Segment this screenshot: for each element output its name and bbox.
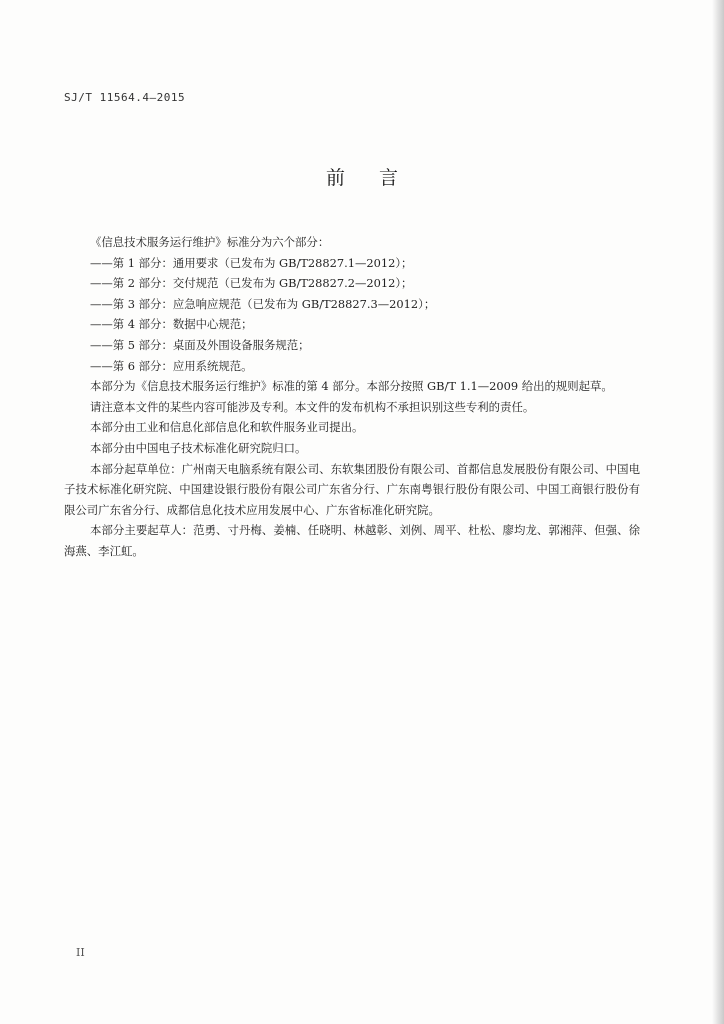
- paragraph-administrator: 本部分由中国电子技术标准化研究院归口。: [90, 440, 307, 455]
- foreword-body: [64, 232, 640, 562]
- page-edge-shadow: [712, 0, 724, 1024]
- part-item-3: ——第 3 部分：应急响应规范（已发布为 GB/T28827.3—2012）；: [90, 296, 436, 311]
- paragraph-patent: 请注意本文件的某些内容可能涉及专利。本文件的发布机构不承担识别这些专利的责任。: [90, 399, 535, 414]
- part-item-6: ——第 6 部分：应用系统规范。: [90, 358, 253, 373]
- page-number: II: [76, 946, 85, 959]
- part-item-5: ——第 5 部分：桌面及外围设备服务规范；: [90, 337, 310, 352]
- page-title: 前言: [325, 167, 432, 189]
- paragraph-drafters: 本部分主要起草人：范勇、寸丹梅、姜楠、任晓明、林越彰、刘例、周平、杜松、廖均龙、郭湘萍、但强、徐海燕、李江虹。: [64, 523, 640, 558]
- intro-line: 《信息技术服务运行维护》标准分为六个部分：: [90, 235, 330, 249]
- part-item-2: ——第 2 部分：交付规范（已发布为 GB/T28827.2—2012）；: [90, 276, 413, 291]
- document-id: SJ/T 11564.4—2015: [64, 91, 186, 104]
- part-item-1: ——第 1 部分：通用要求（已发布为 GB/T28827.1—2012）；: [90, 255, 413, 270]
- paragraph-scope: 本部分为《信息技术服务运行维护》标准的第 4 部分。本部分按照 GB/T 1.1—2009 给出的规则起草。: [90, 379, 613, 394]
- paragraph-drafting-units: 本部分起草单位：广州南天电脑系统有限公司、东软集团股份有限公司、首都信息发展股份有限公司、中国电子技术标准化研究院、中国建设银行股份有限公司广东省分行、广东南粤银行股份有限公司、中国工商银行股份有限公司广东省分行、成都信息化技术应用发展中心、广东省标准化研究院。: [64, 461, 640, 517]
- part-item-4: ——第 4 部分：数据中心规范；: [90, 317, 253, 332]
- paragraph-proposer: 本部分由工业和信息化部信息化和软件服务业司提出。: [90, 420, 364, 435]
